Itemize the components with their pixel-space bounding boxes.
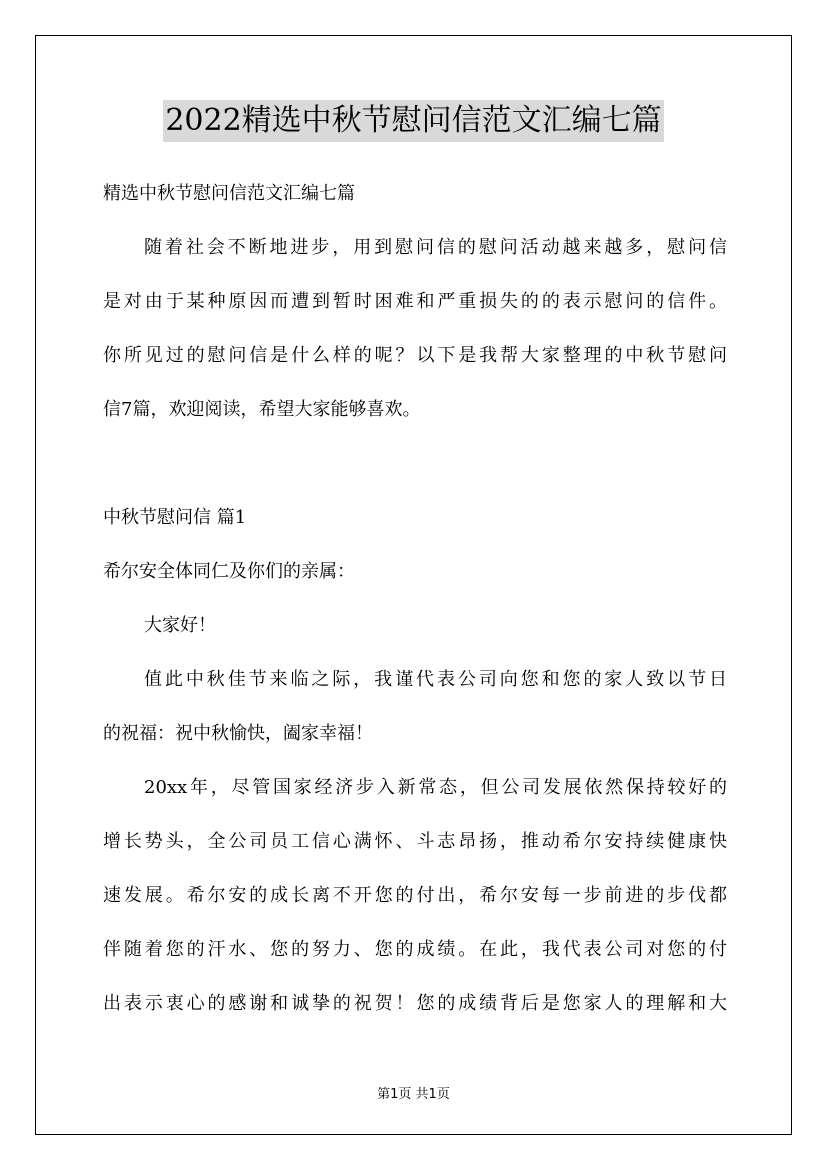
intro-line: 你所见过的慰问信是什么样的呢？以下是我帮大家整理的中秋节慰问 [103,345,727,366]
section-heading: 中秋节慰问信 篇1 [103,507,247,528]
intro-line: 信7篇，欢迎阅读，希望大家能够喜欢。 [103,399,421,420]
paragraph-line: 增长势头，全公司员工信心满怀、斗志昂扬，推动希尔安持续健康快 [103,831,727,852]
paragraph-line: 伴随着您的汗水、您的努力、您的成绩。在此，我代表公司对您的付 [103,939,727,960]
intro-line: 是对由于某种原因而遭到暂时困难和严重损失的的表示慰问的信件。 [103,291,727,312]
page-footer: 第1页 共1页 [377,1087,450,1102]
greeting: 大家好！ [144,615,216,636]
intro-line: 随着社会不断地进步，用到慰问信的慰问活动越来越多，慰问信 [144,237,727,258]
paragraph-line: 值此中秋佳节来临之际，我谨代表公司向您和您的家人致以节日 [144,669,727,690]
document-title: 2022精选中秋节慰问信范文汇编七篇 [163,100,663,142]
paragraph-line: 的祝福：祝中秋愉快，阖家幸福！ [103,723,373,744]
paragraph-line: 出表示衷心的感谢和诚挚的祝贺！您的成绩背后是您家人的理解和大 [103,993,727,1014]
title-container [0,100,827,142]
salutation: 希尔安全体同仁及你们的亲属： [103,561,355,582]
subtitle: 精选中秋节慰问信范文汇编七篇 [103,183,355,204]
paragraph-line: 速发展。希尔安的成长离不开您的付出，希尔安每一步前进的步伐都 [103,885,727,906]
paragraph-line: 20xx年，尽管国家经济步入新常态，但公司发展依然保持较好的 [144,777,727,798]
